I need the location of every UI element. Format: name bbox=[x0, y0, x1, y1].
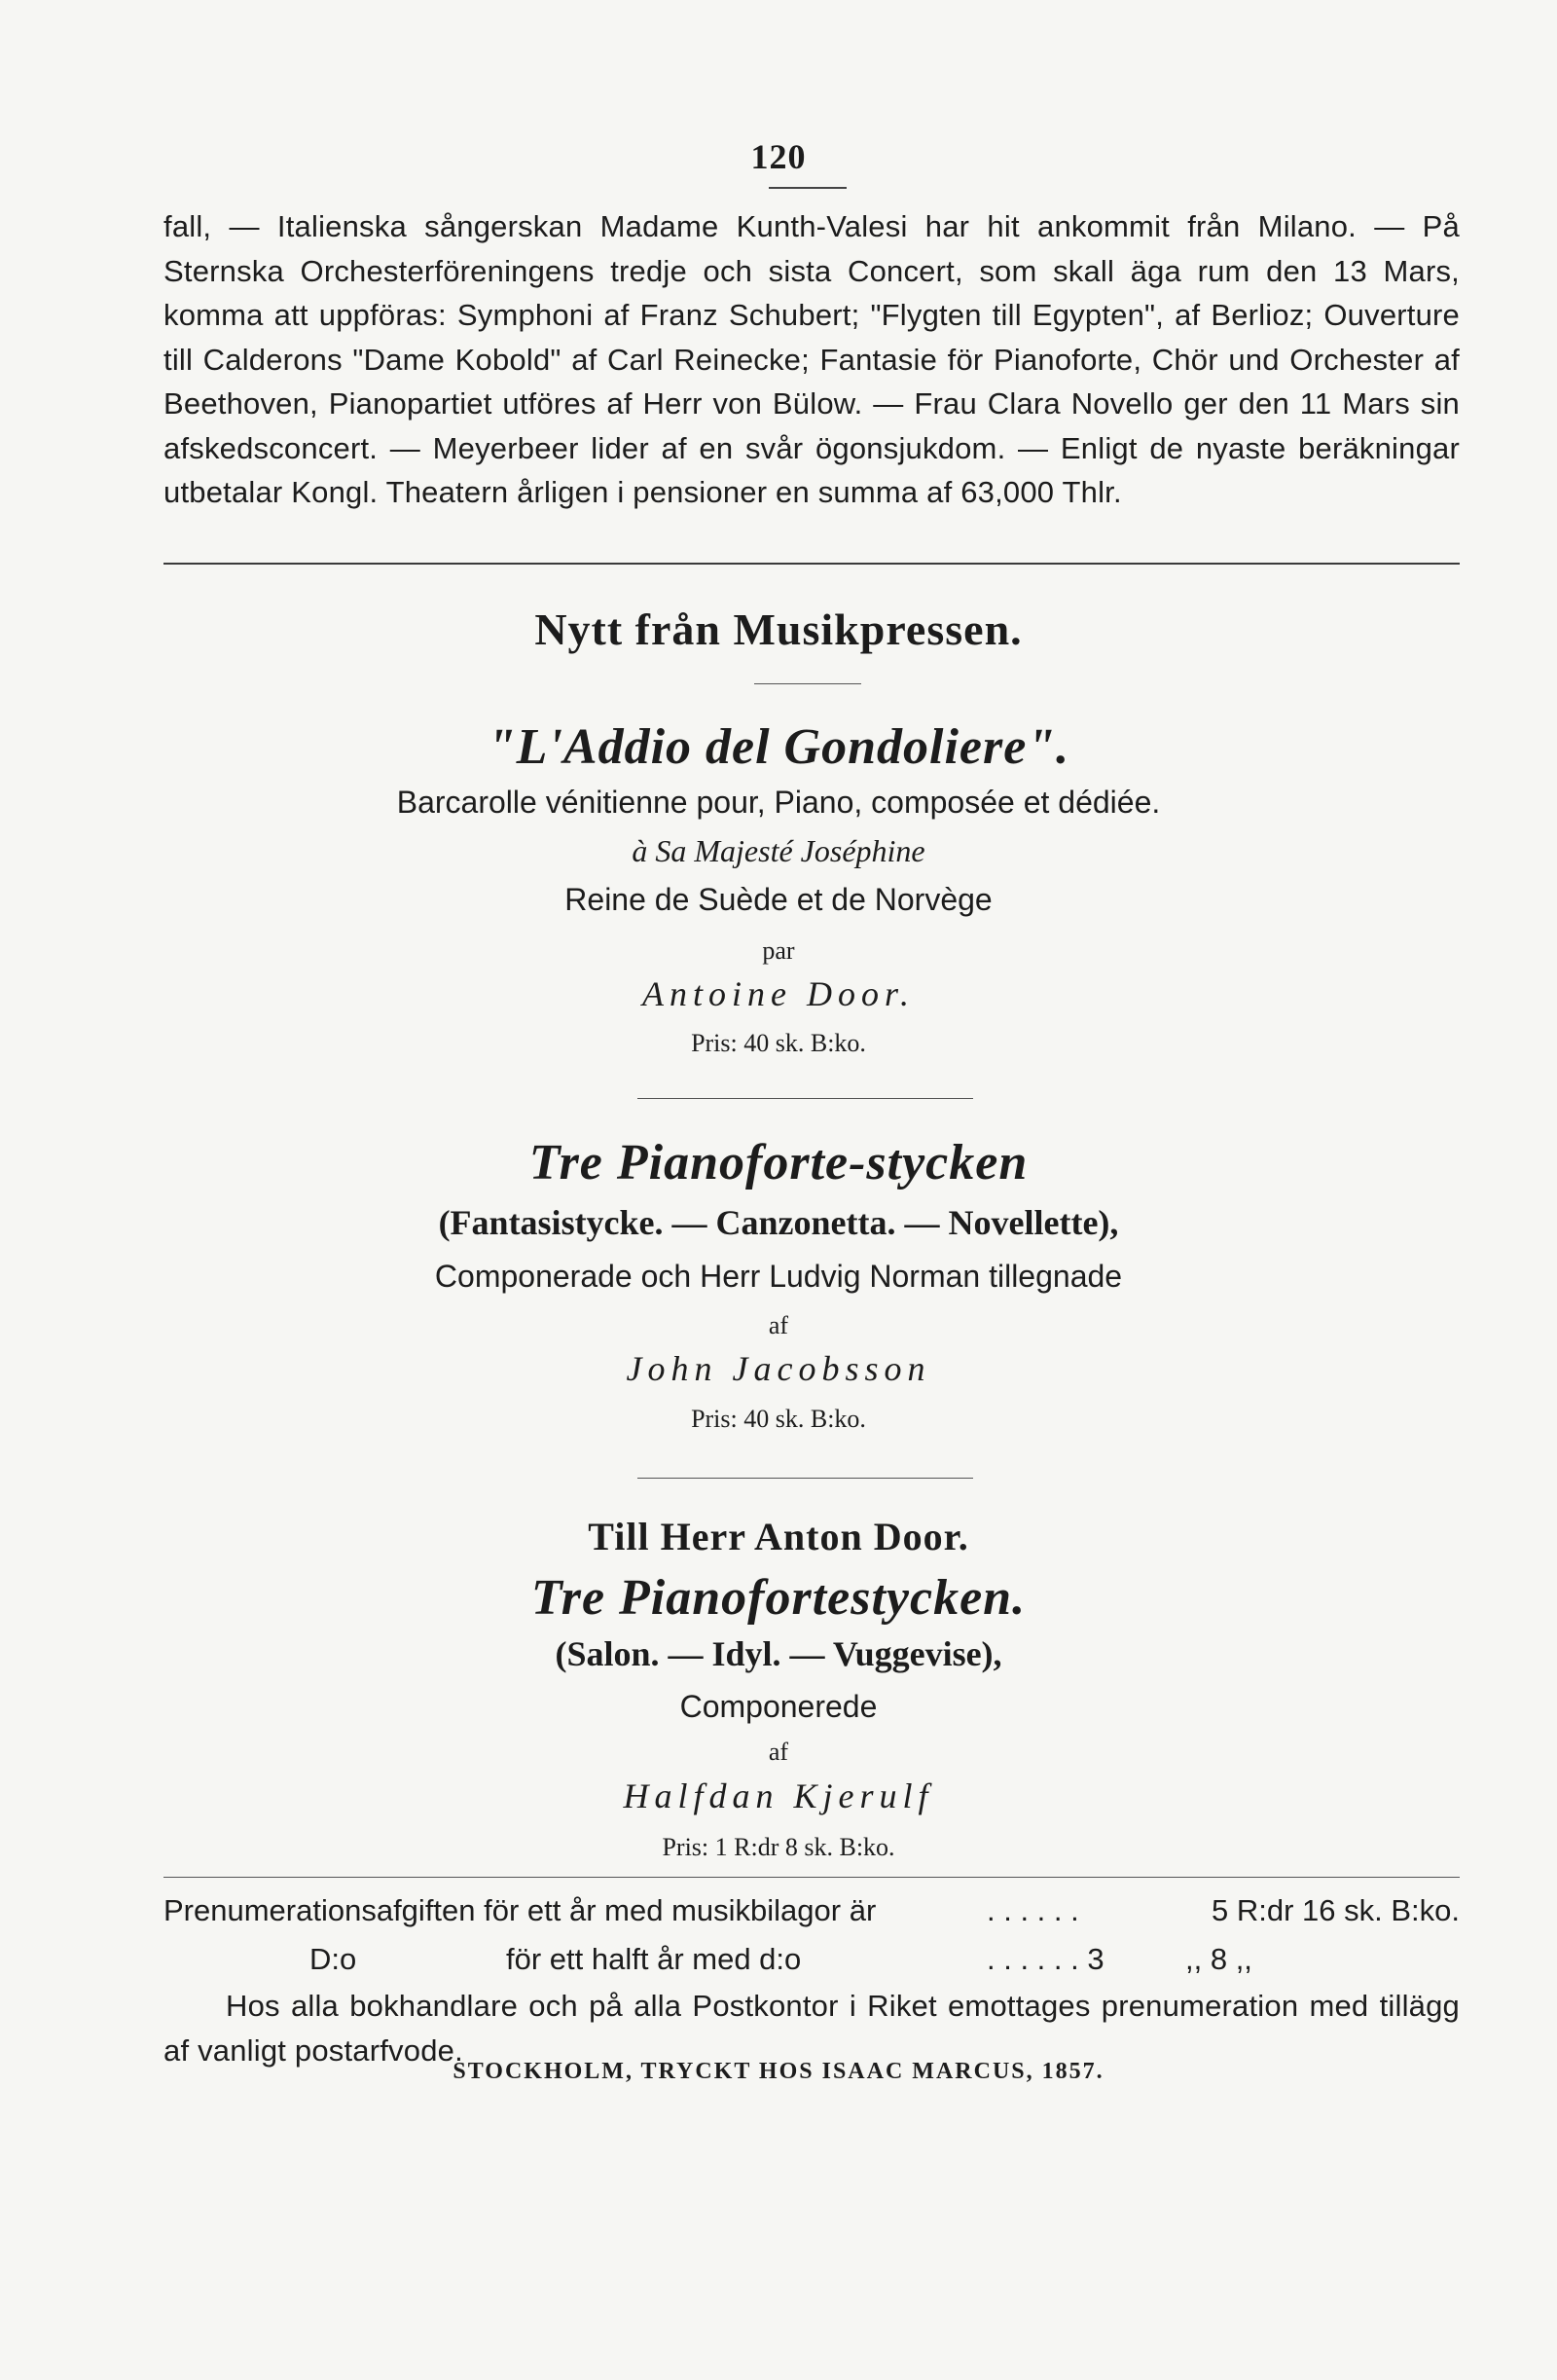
subscription-note-text: Hos alla bokhandlare och på alla Postkontor i Riket emottages prenumeration med tillägg af vanligt postarfvode. bbox=[163, 1989, 1460, 2068]
notice2-composer: John Jacobsson bbox=[626, 1349, 931, 1388]
subscription-row-1-price: 5 R:dr 16 sk. B:ko. bbox=[1212, 1893, 1460, 1927]
section-divider bbox=[163, 563, 1460, 565]
notice3-rule bbox=[163, 1877, 1460, 1878]
notice1-subtitle: Barcarolle vénitienne pour, Piano, composée et dédiée. bbox=[396, 785, 1161, 820]
notice3-af: af bbox=[768, 1738, 789, 1766]
notice2-af: af bbox=[768, 1311, 789, 1339]
notice1-par: par bbox=[762, 936, 795, 965]
notice2-dedication: Componerade och Herr Ludvig Norman tillegnade bbox=[434, 1259, 1123, 1294]
notice2-price: Pris: 40 sk. B:ko. bbox=[691, 1405, 866, 1433]
notice2-pieces: (Fantasistycke. — Canzonetta. — Novellette), bbox=[438, 1203, 1119, 1242]
notice3-dedication: Till Herr Anton Door. bbox=[588, 1515, 969, 1558]
subscription-row-2-label: D:o bbox=[309, 1942, 357, 1976]
heading-rule bbox=[754, 683, 861, 684]
subscription-row-2-desc: för ett halft år med d:o bbox=[506, 1942, 802, 1976]
notice3-composer: Halfdan Kjerulf bbox=[623, 1776, 934, 1815]
notice1-composer: Antoine Door. bbox=[642, 974, 915, 1013]
notice2-title: Tre Pianoforte-stycken bbox=[528, 1135, 1029, 1190]
notice1-dedication: à Sa Majesté Joséphine bbox=[632, 833, 925, 868]
notice3-price: Pris: 1 R:dr 8 sk. B:ko. bbox=[662, 1833, 895, 1861]
notice1-title: "L'Addio del Gondoliere". bbox=[487, 719, 1070, 775]
notice3-title: Tre Pianofortestycken. bbox=[530, 1570, 1027, 1626]
news-paragraph-text: fall, — Italienska sångerskan Madame Kunth-Valesi har hit ankommit från Milano. — På Sternska Orchesterföreningens tredje och sista Concert, som skall äga rum den 13 Mars, komma att uppföras: Symphoni af Franz Schubert; "Flygten till Egypten", af Berlioz; Ouverture till Calderons "Dame Kobold" af Carl Reinecke; Fantasie för Pianoforte, Chör und Orchester af Beethoven, Pianopartiet utföres af Herr von Bülow. — Frau Clara Novello ger den 11 Mars sin afskedsconcert. — Meyerbeer lider af en svår ögonsjukdom. — Enligt de nyaste beräkningar utbetalar Kongl. Theatern årligen i pensioner en summa af 63,000 Thlr. bbox=[163, 209, 1460, 509]
notice3-componerede: Componerede bbox=[679, 1689, 878, 1724]
notice1-dedication-2: Reine de Suède et de Norvège bbox=[564, 882, 993, 917]
section-heading: Nytt från Musikpressen. bbox=[534, 604, 1023, 654]
subscription-row-2-price: ,, 8 ,, bbox=[1185, 1942, 1252, 1976]
news-paragraph bbox=[163, 204, 1460, 515]
notice2-rule bbox=[637, 1478, 973, 1479]
notice3-pieces: (Salon. — Idyl. — Vuggevise), bbox=[555, 1634, 1002, 1673]
subscription-row-2-dots: . . . . . . 3 bbox=[987, 1942, 1104, 1976]
notice1-price: Pris: 40 sk. B:ko. bbox=[691, 1029, 866, 1057]
subscription-row-1-label: Prenumerationsafgiften för ett år med musikbilagor är bbox=[163, 1893, 877, 1927]
imprint: STOCKHOLM, TRYCKT HOS ISAAC MARCUS, 1857. bbox=[453, 2059, 1104, 2084]
subscription-row-1-dots: . . . . . . bbox=[987, 1893, 1079, 1927]
notice1-rule bbox=[637, 1098, 973, 1099]
page-number: 120 bbox=[750, 137, 807, 176]
page-number-rule bbox=[769, 187, 847, 189]
